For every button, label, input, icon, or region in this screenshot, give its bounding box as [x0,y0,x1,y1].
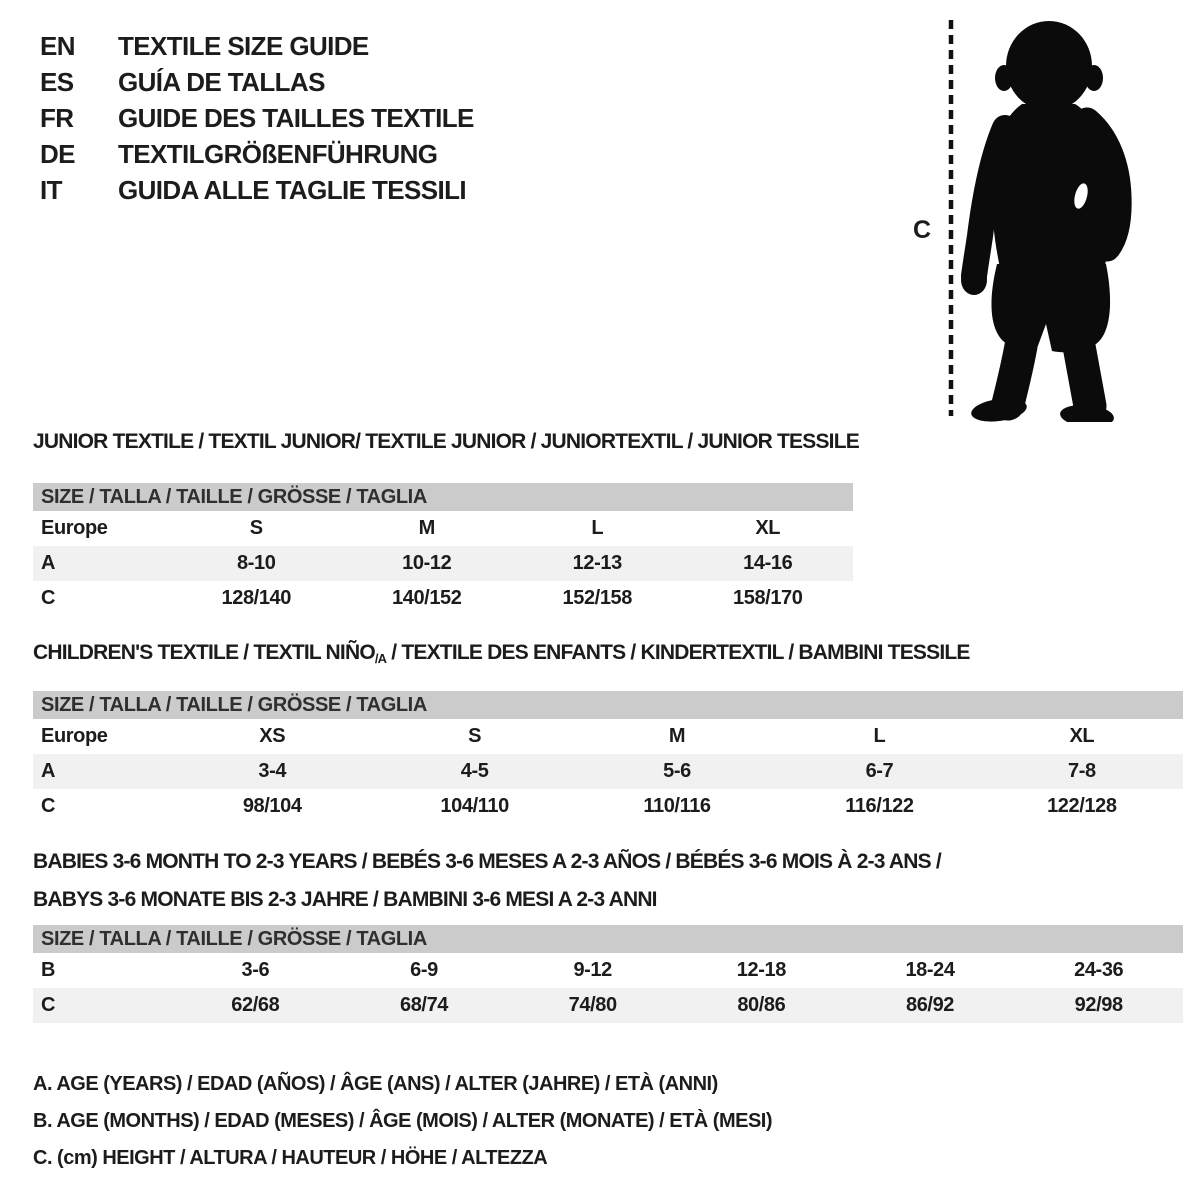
children-size-table [33,691,1183,824]
table-row [33,988,1183,1023]
row-label-cell: Europe [41,517,108,539]
guide-title: TEXTILE SIZE GUIDE [118,30,369,61]
row-label-cell: B [41,959,56,981]
size-cell: 4-5 [460,760,489,782]
footnote-height-cm: C. (cm) HEIGHT / ALTURA / HAUTEUR / HÖHE / ALTEZZA [33,1147,548,1169]
language-code: ES [40,66,74,97]
size-cell: 92/98 [1074,994,1123,1016]
size-cell: 24-36 [1074,959,1124,981]
size-cell: M [668,725,686,747]
table-row [33,953,1183,988]
row-label-cell: C [41,795,56,817]
size-cell: 10-12 [402,552,452,574]
size-cell: 86/92 [905,994,955,1016]
size-cell: 6-7 [865,760,894,782]
size-cell: 140/152 [392,587,462,609]
size-cell: 80/86 [737,994,786,1016]
guide-title: TEXTILGRÖßENFÜHRUNG [118,138,438,169]
language-row [40,136,474,172]
size-cell: 14-16 [743,552,793,574]
children-heading-post: / TEXTILE DES ENFANTS / KINDERTEXTIL / BAMBINI TESSILE [386,641,970,664]
language-code: EN [40,30,75,61]
size-cell: 68/74 [399,994,449,1016]
babies-section-heading [33,843,941,919]
toddler-silhouette [961,21,1118,422]
table-row [33,754,1183,789]
size-cell: 110/116 [643,795,711,817]
size-cell: 74/80 [568,994,617,1016]
size-cell: XL [755,517,781,539]
language-row [40,64,474,100]
size-cell: L [591,517,604,539]
row-label-cell: A [41,552,56,574]
size-cell: S [468,725,482,747]
table-row [33,511,853,546]
guide-title: GUÍA DE TALLAS [118,66,325,97]
size-header-bar: SIZE / TALLA / TAILLE / GRÖSSE / TAGLIA [33,691,1183,719]
babies-size-table [33,925,1183,1023]
height-measure-label: C [913,216,932,244]
language-code: FR [40,102,74,133]
size-cell: 6-9 [410,959,438,981]
size-header-bar: SIZE / TALLA / TAILLE / GRÖSSE / TAGLIA [33,483,853,511]
size-cell: 3-6 [241,959,270,981]
legend-footnotes [33,1066,772,1177]
row-label-cell: C [41,994,56,1016]
size-header-bar: SIZE / TALLA / TAILLE / GRÖSSE / TAGLIA [33,925,1183,953]
size-cell: 5-6 [663,760,691,782]
table-row [33,789,1183,824]
footnote-age-years: A. AGE (YEARS) / EDAD (AÑOS) / ÂGE (ANS) / ALTER (JAHRE) / ETÀ (ANNI) [33,1073,718,1095]
size-cell: XL [1069,725,1095,747]
height-measure-figure [905,10,1195,422]
babies-heading-line2: BABYS 3-6 MONATE BIS 2-3 JAHRE / BAMBINI 3-6 MESI A 2-3 ANNI [33,888,657,911]
toddler-silhouette-graphic [905,10,1195,422]
table-row [33,719,1183,754]
size-cell: 18-24 [905,959,955,981]
size-cell: 3-4 [258,760,287,782]
children-heading-pre: CHILDREN'S TEXTILE / TEXTIL NIÑO [33,641,375,664]
size-cell: 7-8 [1067,760,1096,782]
table-row [33,546,853,581]
guide-title: GUIDE DES TAILLES TEXTILE [118,102,474,133]
junior-size-table [33,483,853,616]
row-label-cell: Europe [41,725,108,747]
size-cell: 98/104 [242,795,302,817]
row-label-cell: A [41,760,56,782]
children-heading-suffix: /A [374,651,387,666]
language-code: IT [40,174,62,205]
size-cell: S [249,517,263,539]
size-cell: M [418,517,435,539]
language-title-block [40,28,474,208]
table-row [33,581,853,616]
footnote-age-months: B. AGE (MONTHS) / EDAD (MESES) / ÂGE (MOIS) / ALTER (MONATE) / ETÀ (MESI) [33,1110,773,1132]
babies-heading-line1: BABIES 3-6 MONTH TO 2-3 YEARS / BEBÉS 3-6 MESES A 2-3 AÑOS / BÉBÉS 3-6 MOIS À 2-3 ANS / [33,850,941,873]
size-cell: 158/170 [733,587,803,609]
size-cell: 12-13 [572,552,622,574]
junior-section-heading: JUNIOR TEXTILE / TEXTIL JUNIOR/ TEXTILE JUNIOR / JUNIORTEXTIL / JUNIOR TESSILE [33,430,859,453]
size-cell: 116/122 [845,795,914,817]
size-cell: 8-10 [237,552,276,574]
language-row [40,28,474,64]
size-cell: 62/68 [231,994,280,1016]
row-label-cell: C [41,587,56,609]
language-row [40,100,474,136]
size-cell: 9-12 [573,959,612,981]
size-cell: 122/128 [1047,795,1117,817]
size-cell: XS [259,725,286,747]
language-code: DE [40,138,75,169]
size-cell: L [873,725,886,747]
size-cell: 104/110 [440,795,509,817]
guide-title: GUIDA ALLE TAGLIE TESSILI [118,174,467,205]
size-cell: 152/158 [562,587,632,609]
children-section-heading [33,641,970,665]
size-cell: 128/140 [221,587,291,609]
language-row [40,172,474,208]
size-cell: 12-18 [736,959,786,981]
